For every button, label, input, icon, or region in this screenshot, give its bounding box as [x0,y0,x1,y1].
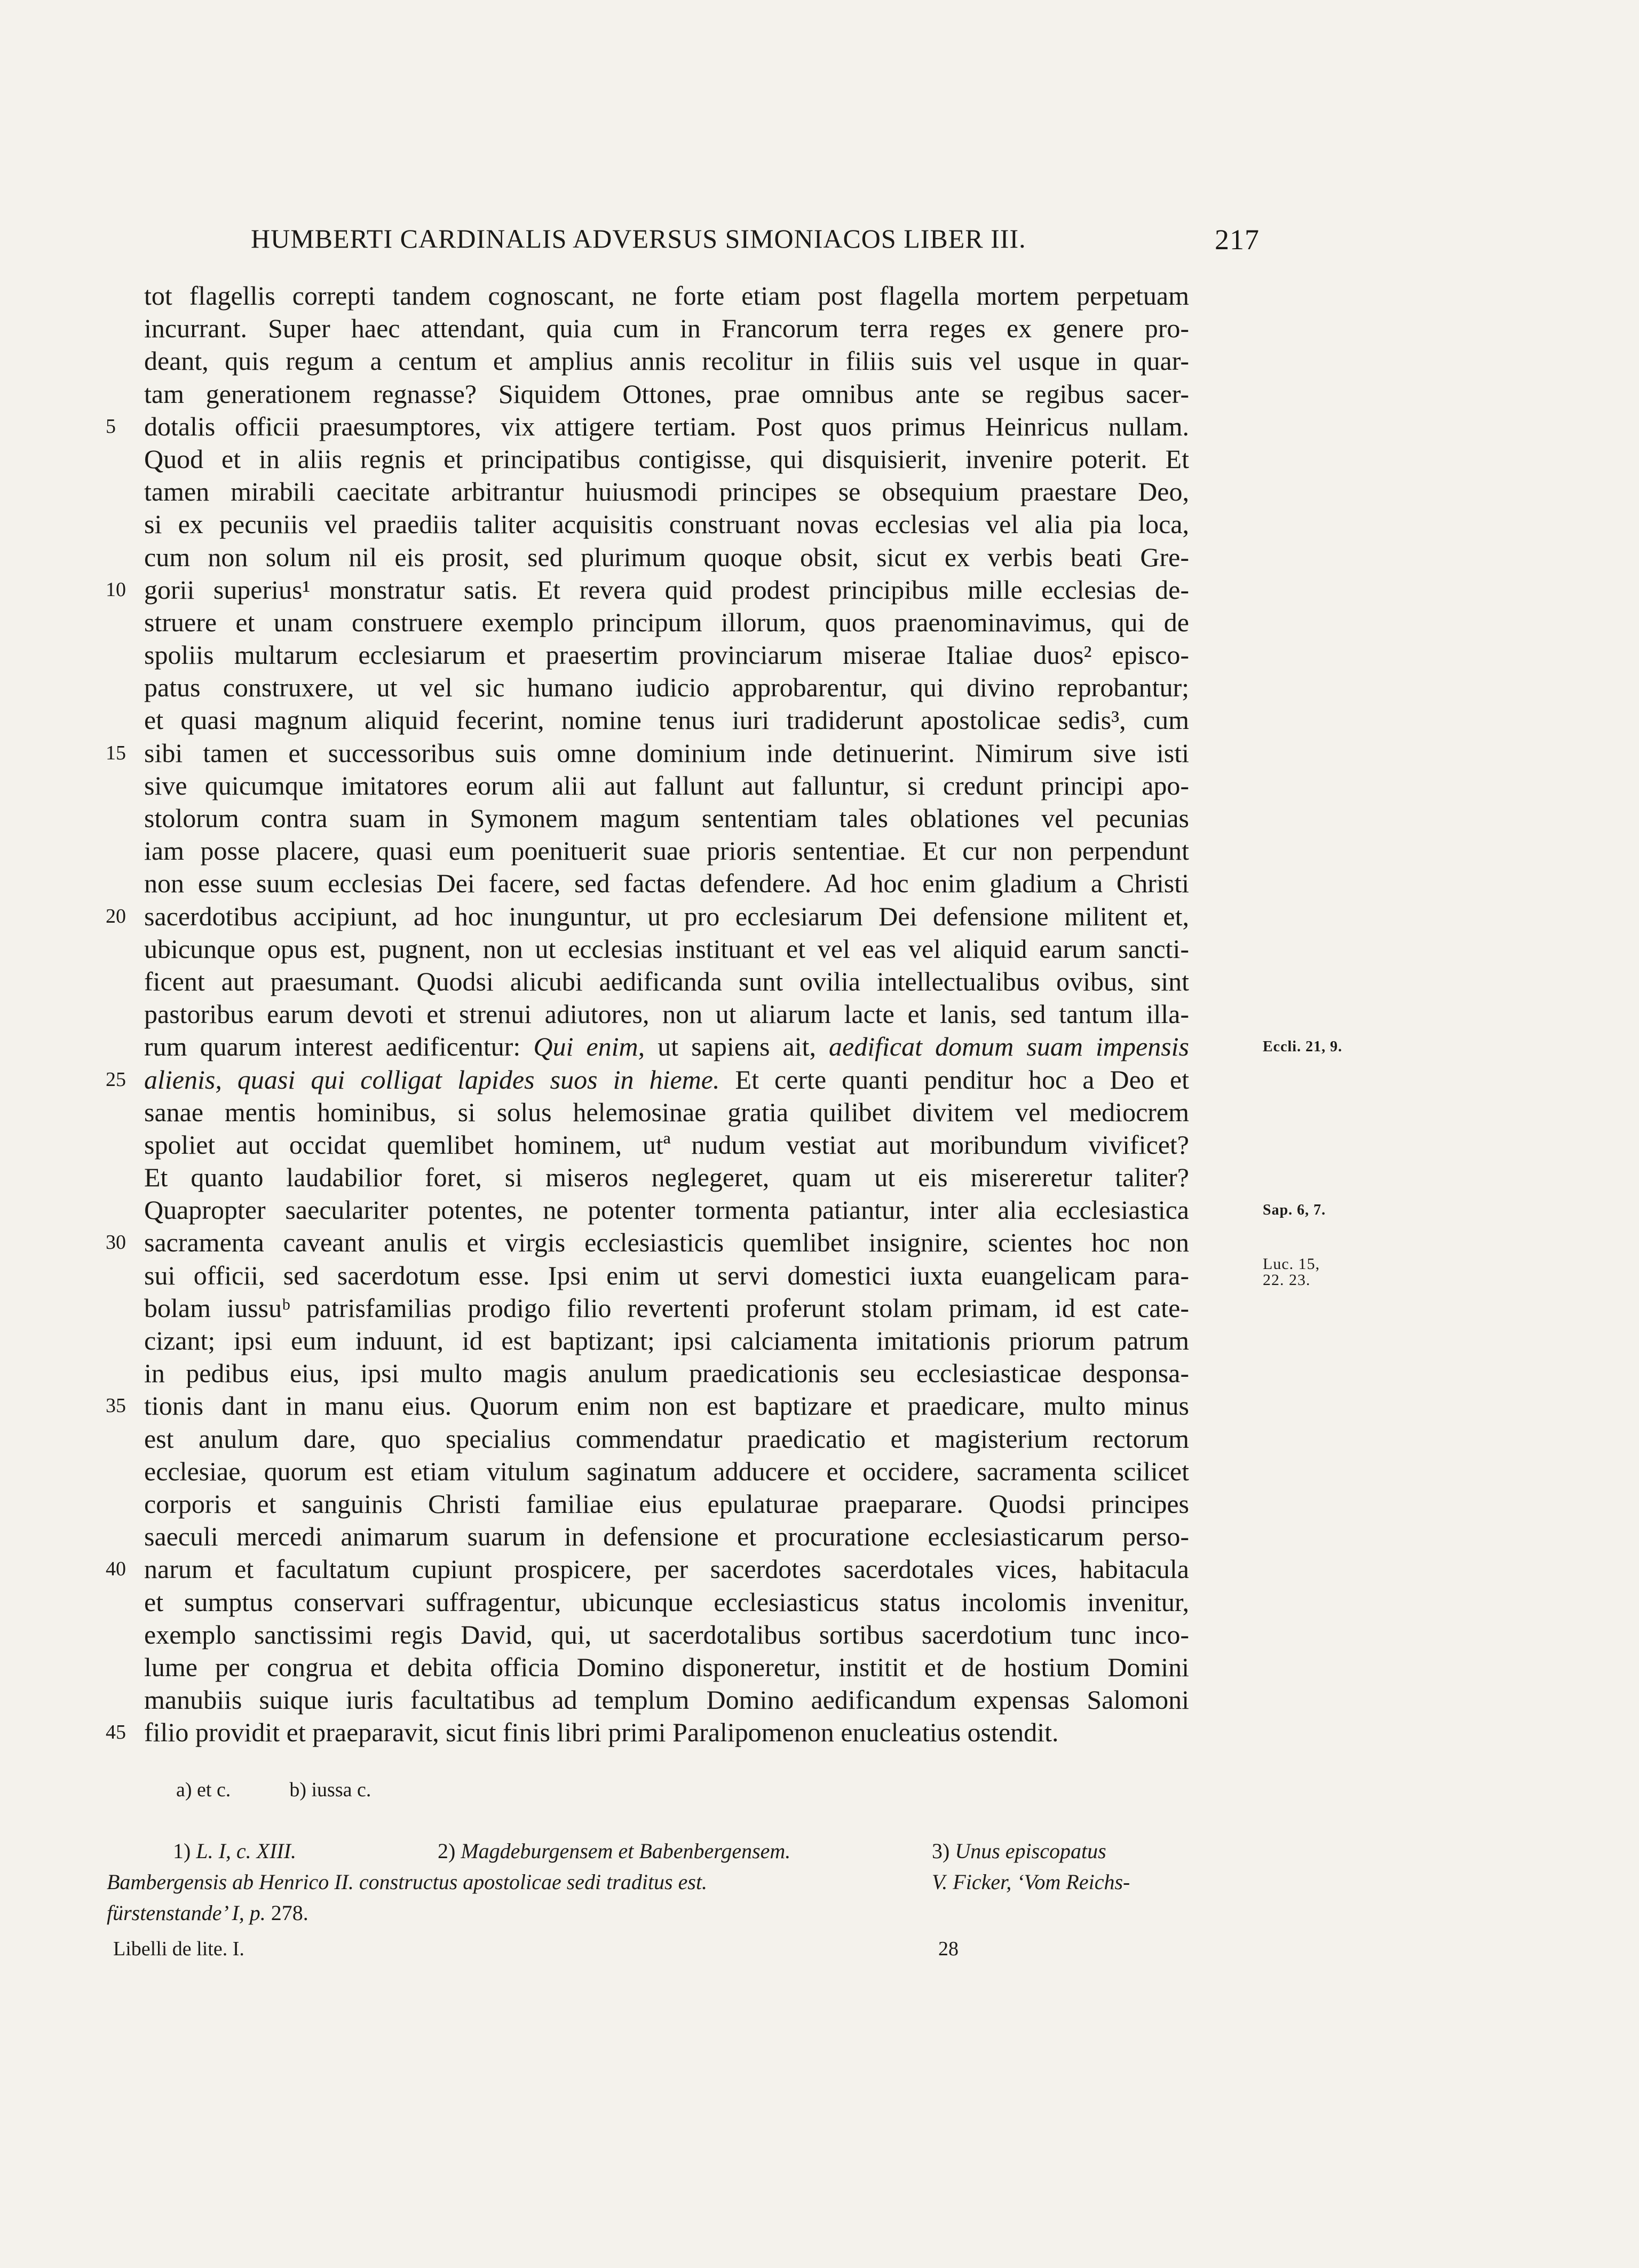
text-line [106,410,1371,443]
text-line [106,1096,1371,1129]
text-line [106,737,1371,770]
line-text: tam generationem regnasse? Siquidem Ottones, prae omnibus ante se regibus sacer- [144,378,1189,409]
text-line [106,639,1371,671]
text-line [106,1292,1371,1325]
line-number: 40 [106,1558,126,1581]
line-text: sanae mentis hominibus, si solus helemosinae gratia quilibet divitem vel mediocrem [144,1097,1189,1127]
footnote-2: 2) Magdeburgensem et Babenbergensem. [438,1839,791,1863]
line-text: sacerdotibus accipiunt, ad hoc inunguntur, ut pro ecclesiarum Dei defensione militent et, [144,901,1189,931]
series-signature: Libelli de lite. I. [113,1938,244,1960]
text-line [106,1619,1371,1651]
line-text: rum quarum interest aedificentur: Qui enim, ut sapiens ait, aedificat domum suam impensis [144,1032,1190,1062]
footnote-line [107,1898,1152,1929]
text-line [106,1161,1371,1194]
text-line [106,345,1371,377]
line-text: sibi tamen et successoribus suis omne dominium inde detinuerint. Nimirum sive isti [144,738,1189,768]
text-line [106,704,1371,736]
line-text: et sumptus conservari suffragentur, ubicunque ecclesiasticus status incolomis invenitur, [144,1587,1189,1617]
footnote-3: 3) Unus episcopatus [932,1839,1106,1863]
text-line [106,1325,1371,1357]
text-line [106,1129,1371,1161]
line-text: patus construxere, ut vel sic humano iudicio approbarentur, qui divino reprobantur; [144,672,1189,703]
line-text: tamen mirabili caecitate arbitrantur huiusmodi principes se obsequium praestare Deo, [144,477,1189,507]
text-line [106,671,1371,704]
line-text: Et quanto laudabilior foret, si miseros neglegeret, quam ut eis misereretur taliter? [144,1162,1189,1193]
text-line [106,1488,1371,1520]
text-line [106,1194,1371,1226]
text-line [106,965,1371,998]
main-text [106,280,1371,1749]
line-number: 30 [106,1231,126,1254]
text-line [106,1520,1371,1553]
line-text: alienis, quasi qui colligat lapides suos in hieme. Et certe quanti penditur hoc a Deo et [144,1064,1189,1095]
text-line [106,1423,1371,1455]
line-text: sive quicumque imitatores eorum alii aut fallunt aut falluntur, si credunt principi apo- [144,770,1189,800]
line-text: stolorum contra suam in Symonem magum sententiam tales oblationes vel pecunias [144,803,1189,833]
text-line [106,1651,1371,1684]
line-text: narum et facultatum cupiunt prospicere, per sacerdotes sacerdotales vices, habitacula [144,1554,1189,1584]
line-number: 15 [106,741,126,764]
text-line [106,443,1371,475]
page-number: 217 [1215,224,1260,256]
footnote-3-cont: Bambergensis ab Henrico II. constructus apostolicae sedi traditus est. [107,1870,708,1894]
line-number: 5 [106,415,116,438]
text-line [106,900,1371,933]
text-line [106,475,1371,508]
line-text: spoliis multarum ecclesiarum et praesertim provinciarum miserae Italiae duos² episco- [144,640,1189,670]
line-number: 45 [106,1721,126,1744]
text-line [106,1357,1371,1390]
running-title: HUMBERTI CARDINALIS ADVERSUS SIMONIACOS LIBER III. [251,224,1026,253]
text-line [106,1553,1371,1585]
footnote-line [107,1836,1152,1867]
line-number: 10 [106,578,126,601]
text-line [106,1226,1371,1259]
text-line [106,1716,1371,1749]
text-line [106,574,1371,606]
line-text: struere et unam construere exemplo principum illorum, quos praenominavimus, qui de [144,607,1189,637]
line-text: bolam iussuᵇ patrisfamilias prodigo filio revertenti proferunt stolam primam, id est cate- [144,1292,1189,1323]
line-text: tot flagellis correpti tandem cognoscant, ne forte etiam post flagella mortem perpetuam [144,281,1189,311]
text-line [106,1255,1371,1292]
footnotes [107,1836,1152,1929]
text-line [106,280,1371,312]
line-number: 25 [106,1068,126,1091]
line-text: Quod et in aliis regnis et principatibus contigisse, qui disquisierit, invenire poterit. Et [144,443,1189,474]
line-text: lume per congrua et debita officia Domino disponeretur, institit et de hostium Domini [144,1652,1189,1682]
text-line [106,1455,1371,1488]
line-text: et quasi magnum aliquid fecerint, nomine tenus iuri tradiderunt apostolicae sedis³, cum [144,705,1189,735]
text-line [106,933,1371,965]
line-text: filio providit et praeparavit, sicut finis libri primi Paralipomenon enucleatius ostendit. [144,1717,1059,1748]
text-line [106,1586,1371,1619]
critical-apparatus [176,1778,371,1802]
text-line [106,1064,1371,1096]
sheet-number: 28 [938,1938,959,1960]
marginal-citation: Eccli. 21, 9. [1263,1038,1343,1056]
text-line [106,998,1371,1030]
line-text: saeculi mercedi animarum suarum in defensione et procuratione ecclesiasticarum perso- [144,1521,1189,1552]
text-line [106,508,1371,541]
line-text: Quapropter saeculariter potentes, ne potenter tormenta patiantur, inter alia ecclesiastica [144,1195,1189,1225]
text-line [106,802,1371,835]
text-line [106,541,1371,574]
marginal-citation: Luc. 15, 22. 23. [1263,1255,1320,1289]
text-line [106,770,1371,802]
apparatus-note-b: b) iussa c. [289,1779,371,1801]
line-text: gorii superius¹ monstratur satis. Et revera quid prodest principibus mille ecclesias de- [144,574,1189,605]
text-line [106,1390,1371,1422]
text-line [106,606,1371,639]
footnote-1: 1) L. I, c. XIII. [173,1839,297,1863]
line-text: cizant; ipsi eum induunt, id est baptizant; ipsi calciamenta imitationis priorum patrum [144,1326,1189,1355]
line-text: sui officii, sed sacerdotum esse. Ipsi enim ut servi domestici iuxta euangelicam para- [144,1260,1189,1290]
text-line [106,1684,1371,1716]
line-text: cum non solum nil eis prosit, sed plurimum quoque obsit, sicut ex verbis beati Gre- [144,542,1189,572]
line-text: tionis dant in manu eius. Quorum enim non est baptizare et praedicare, multo minus [144,1391,1189,1421]
apparatus-note-a: a) et c. [176,1779,231,1801]
line-text: incurrant. Super haec attendant, quia cum in Francorum terra reges ex genere pro- [144,313,1189,344]
line-text: dotalis officii praesumptores, vix attigere tertiam. Post quos primus Heinricus nullam. [144,411,1189,441]
footnote-3-end: fürstenstande’ I, p. 278. [107,1901,308,1925]
line-text: ubicunque opus est, pugnent, non ut ecclesias instituant et vel eas vel aliquid earum sancti- [144,933,1189,964]
text-line [106,378,1371,410]
line-text: pastoribus earum devoti et strenui adiutores, non ut aliarum lacte et lanis, sed tantum illa- [144,999,1189,1029]
line-text: ecclesiae, quorum est etiam vitulum saginatum adducere et occidere, sacramenta scilicet [144,1456,1189,1486]
line-text: manubiis suique iuris facultatibus ad templum Domino aedificandum expensas Salomoni [144,1685,1189,1715]
text-line [106,1030,1371,1063]
line-text: non esse suum ecclesias Dei facere, sed factas defendere. Ad hoc enim gladium a Christi [144,868,1189,899]
line-number: 35 [106,1394,126,1417]
line-text: corporis et sanguinis Christi familiae eius epulaturae praeparare. Quodsi principes [144,1488,1189,1519]
line-text: spoliet aut occidat quemlibet hominem, utª nudum vestiat aut moribundum vivificet? [144,1129,1189,1160]
line-text: exemplo sanctissimi regis David, qui, ut sacerdotalibus sortibus sacerdotium tunc inco- [144,1619,1189,1650]
footnote-3-ref: V. Ficker, ‘Vom Reichs- [932,1870,1130,1894]
text-line [106,835,1371,867]
line-text: sacramenta caveant anulis et virgis ecclesiasticis quemlibet insignire, scientes hoc non [144,1227,1189,1258]
line-text: ficent aut praesumant. Quodsi alicubi aedificanda sunt ovilia intellectualibus ovibus, sint [144,966,1189,996]
line-text: si ex pecuniis vel praediis taliter acquisitis construant novas ecclesias vel alia pia loca, [144,509,1189,540]
line-text: est anulum dare, quo specialius commendatur praedicatio et magisterium rectorum [144,1423,1189,1454]
text-line [106,867,1371,900]
line-text: iam posse placere, quasi eum poenituerit suae prioris sententiae. Et cur non perpendunt [144,836,1189,866]
line-text: in pedibus eius, ipsi multo magis anulum praedicationis seu ecclesiasticae desponsa- [144,1358,1189,1389]
footnote-line [107,1867,1152,1898]
line-text: deant, quis regum a centum et amplius annis recolitur in filiis suis vel usque in quar- [144,346,1189,376]
marginal-citation: Sap. 6, 7. [1263,1202,1326,1219]
text-line [106,312,1371,345]
line-number: 20 [106,905,126,927]
